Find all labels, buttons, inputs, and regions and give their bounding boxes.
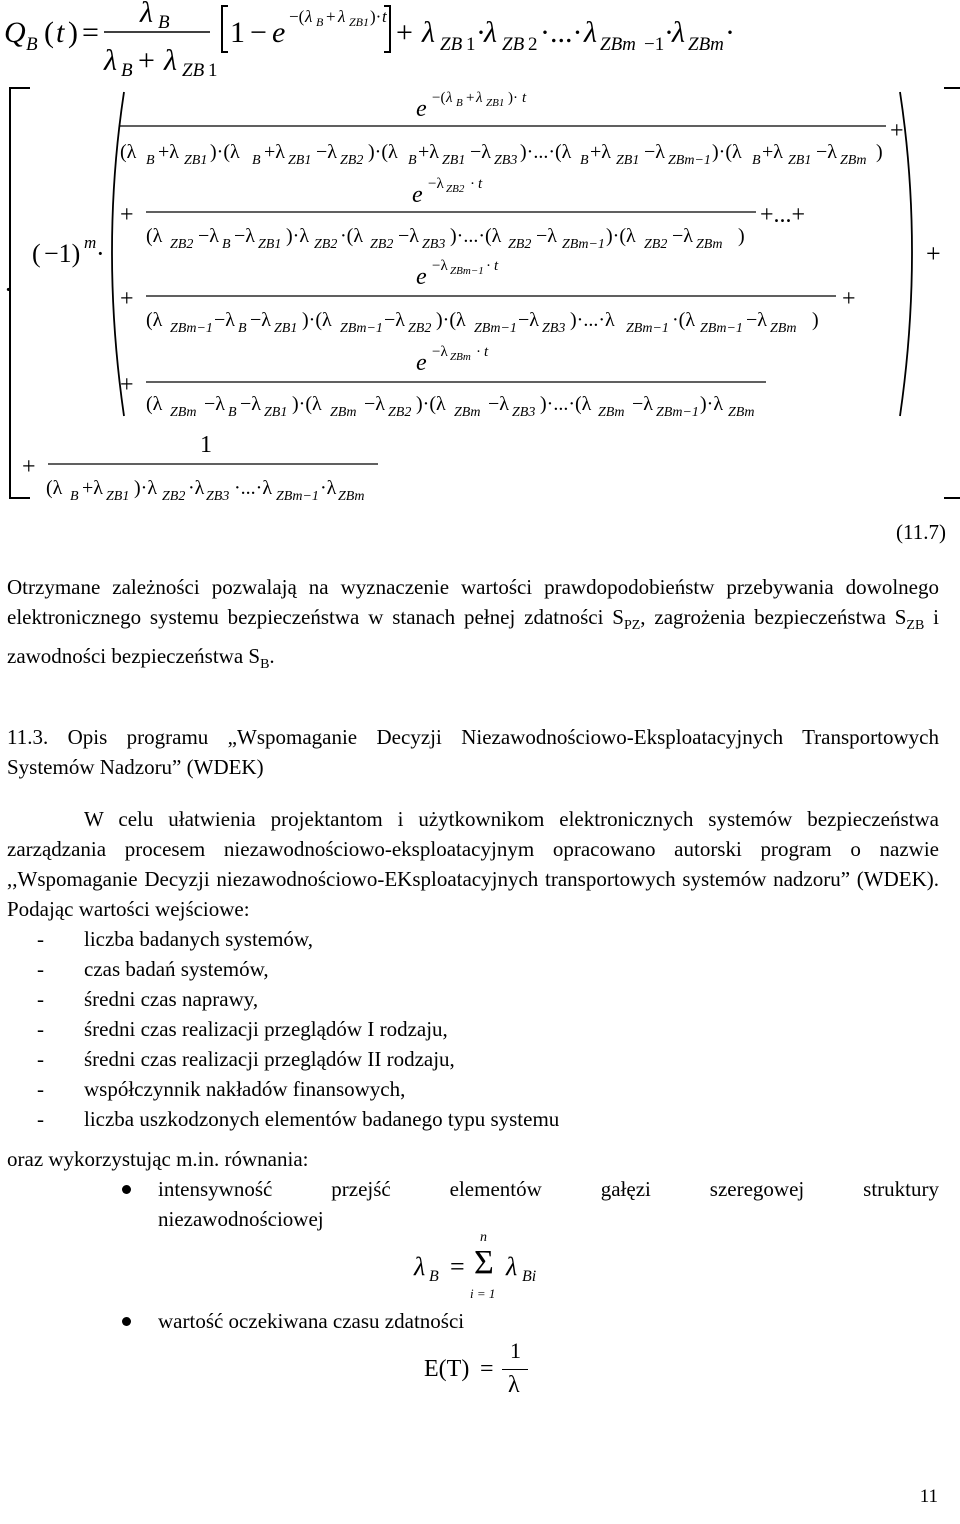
svg-text:·...·λ: ·...·λ: [234, 477, 273, 499]
formula-term-sub: Bi: [522, 1268, 537, 1285]
svg-text:λ: λ: [446, 90, 453, 106]
svg-text:e: e: [412, 182, 423, 208]
svg-text:B: B: [238, 321, 247, 336]
svg-text:ZB1: ZB1: [788, 153, 812, 168]
svg-text:·: ·: [470, 176, 475, 192]
svg-text:B: B: [408, 153, 417, 168]
svg-text:t: t: [484, 344, 489, 360]
svg-text:ZB: ZB: [502, 34, 525, 55]
dash-marker: -: [37, 1047, 44, 1071]
svg-text:·λ: ·λ: [320, 477, 337, 499]
svg-text:ZB2: ZB2: [370, 237, 394, 252]
svg-text:−λ: −λ: [746, 309, 767, 331]
paragraph-equations-intro: oraz wykorzystując m.in. równania:: [7, 1147, 309, 1171]
paragraph-text: .: [269, 644, 275, 669]
svg-text:ZBm−1: ZBm−1: [450, 265, 484, 277]
section-heading: 11.3. Opis programu „Wspomaganie Decyzji Niezawodnościowo-Eksploatacyjnych Transportowych Systemów Nadzoru” (WDEK): [7, 725, 939, 779]
svg-text:+: +: [326, 7, 336, 26]
svg-text:(: (: [32, 239, 41, 268]
formula-lhs: λ: [414, 1252, 426, 1281]
svg-text:2: 2: [528, 34, 538, 55]
formula-lower: i = 1: [470, 1286, 496, 1301]
svg-text:B: B: [26, 34, 38, 55]
list-item: [7, 1044, 559, 1074]
formula-lhs-sub: B: [429, 1268, 439, 1285]
svg-text:)·λ: )·λ: [286, 225, 310, 247]
svg-text:ZBm: ZBm: [598, 405, 625, 420]
svg-text:B: B: [222, 237, 231, 252]
formula-term: λ: [506, 1252, 518, 1281]
svg-text:ZB1: ZB1: [288, 153, 312, 168]
paragraph-text: Otrzymane zależności pozwalają na wyznaczenie wartości prawdopodobieństw przebywania dowolnego elektronicznego systemu bezpieczeństwa w stanach pełnej zdatności S: [7, 575, 939, 629]
svg-text:+: +: [120, 202, 134, 228]
svg-text:B: B: [70, 489, 79, 504]
svg-text:ZB1: ZB1: [486, 97, 505, 109]
svg-text:−λ: −λ: [316, 141, 337, 163]
svg-text:e: e: [416, 264, 427, 290]
svg-text:λ: λ: [584, 16, 597, 49]
svg-text:ZBm−1: ZBm−1: [656, 405, 699, 420]
list-item-text: liczba uszkodzonych elementów badanego typu systemu: [84, 1107, 560, 1131]
svg-text:ZBm−1: ZBm−1: [276, 489, 319, 504]
svg-text:−1: −1: [644, 34, 665, 55]
sum-icon: Σ: [474, 1244, 494, 1281]
svg-text:t: t: [56, 16, 65, 49]
svg-text:−(: −(: [432, 90, 446, 106]
list-item: [7, 1074, 559, 1104]
svg-text:−: −: [250, 16, 267, 49]
svg-text:·(λ: ·(λ: [672, 309, 696, 331]
svg-text:+λ: +λ: [418, 141, 439, 163]
svg-text:+λ: +λ: [158, 141, 179, 163]
equation-11-7: [0, 0, 960, 530]
svg-text:·: ·: [4, 275, 13, 304]
svg-text:−λ: −λ: [384, 309, 405, 331]
svg-text:−λ: −λ: [234, 225, 255, 247]
svg-text:ZB3: ZB3: [494, 153, 518, 168]
svg-text:B: B: [158, 12, 170, 33]
svg-text:Q: Q: [4, 16, 26, 49]
svg-text:−λ: −λ: [398, 225, 419, 247]
svg-text:ZBm: ZBm: [600, 34, 636, 55]
svg-text:λ: λ: [140, 0, 153, 29]
list-item: [7, 954, 559, 984]
svg-text:)·: )·: [508, 90, 518, 106]
svg-text:+: +: [138, 44, 155, 77]
svg-text:·: ·: [486, 258, 491, 274]
svg-text:+λ: +λ: [762, 141, 783, 163]
svg-text:ZB2: ZB2: [314, 237, 338, 252]
svg-text:1: 1: [200, 432, 212, 458]
svg-text:λ: λ: [164, 44, 177, 77]
svg-text:−λ: −λ: [204, 393, 225, 415]
svg-text:)·...·(λ: )·...·(λ: [450, 225, 502, 247]
paragraph-results: [7, 572, 939, 680]
svg-text:ZBm: ZBm: [338, 489, 365, 504]
svg-text:−λ: −λ: [364, 393, 385, 415]
bullet-icon: [122, 1317, 131, 1326]
list-item: [7, 1104, 559, 1134]
formula-numerator: 1: [510, 1338, 521, 1363]
svg-text:ZB2: ZB2: [388, 405, 412, 420]
svg-text:−λ: −λ: [488, 393, 509, 415]
svg-text:ZB: ZB: [440, 34, 463, 55]
svg-text:)·...·λ: )·...·λ: [570, 309, 615, 331]
svg-text:−λ: −λ: [240, 393, 261, 415]
svg-text:−λ: −λ: [644, 141, 665, 163]
svg-text:)·(λ: )·(λ: [368, 141, 398, 163]
svg-text:B: B: [752, 153, 761, 168]
svg-text:ZBm−1: ZBm−1: [562, 237, 605, 252]
list-item-text: współczynnik nakładów finansowych,: [84, 1077, 406, 1101]
svg-text:ZB3: ZB3: [206, 489, 230, 504]
svg-text:): ): [68, 16, 78, 49]
svg-text:ZB1: ZB1: [264, 405, 288, 420]
svg-text:λ: λ: [338, 7, 346, 26]
svg-text:ZB2: ZB2: [446, 183, 465, 195]
svg-text:)·(λ: )·(λ: [416, 393, 446, 415]
svg-text:ZB3: ZB3: [512, 405, 536, 420]
svg-text:B: B: [316, 15, 324, 29]
svg-text:)·(λ: )·(λ: [712, 141, 742, 163]
list-item-text: średni czas realizacji przeglądów II rodzaju,: [84, 1047, 455, 1071]
list-item: [7, 1014, 559, 1044]
svg-text:λ: λ: [305, 7, 313, 26]
svg-text:)·...·(λ: )·...·(λ: [520, 141, 572, 163]
svg-text:·: ·: [476, 344, 481, 360]
svg-text:)·(λ: )·(λ: [302, 309, 332, 331]
svg-text:B: B: [121, 60, 133, 81]
svg-text:ZB3: ZB3: [422, 237, 446, 252]
svg-text:λ: λ: [672, 16, 685, 49]
dash-marker: -: [37, 987, 44, 1011]
svg-text:+: +: [22, 454, 36, 480]
dash-marker: -: [37, 1107, 44, 1131]
bullet-text-continuation: niezawodnościowej: [158, 1207, 324, 1231]
svg-text:−λ: −λ: [536, 225, 557, 247]
svg-text:·...·: ·...·: [540, 16, 583, 49]
svg-text:)·(λ: )·(λ: [210, 141, 240, 163]
svg-text:ZBm: ZBm: [450, 351, 471, 363]
svg-text:B: B: [580, 153, 589, 168]
svg-text:m: m: [84, 233, 97, 252]
svg-text:−1): −1): [44, 239, 81, 268]
bullet-item-intensity: [7, 1174, 939, 1234]
svg-text:ZB1: ZB1: [442, 153, 466, 168]
paragraph-text: i zawodności bezpieczeństwa S: [7, 605, 939, 669]
svg-text:ZBm−1: ZBm−1: [340, 321, 383, 336]
svg-text:ZBm: ZBm: [688, 34, 724, 55]
svg-text:B: B: [146, 153, 155, 168]
svg-text:·(λ: ·(λ: [340, 225, 364, 247]
svg-text:ZB: ZB: [182, 60, 205, 81]
formula-expectation: [424, 1338, 534, 1404]
svg-text:·: ·: [476, 16, 486, 49]
svg-text:ZB1: ZB1: [184, 153, 208, 168]
bullet-text: wartość oczekiwana czasu zdatności: [158, 1309, 465, 1333]
input-values-list: [7, 924, 559, 1134]
svg-text:ZBm: ZBm: [170, 405, 197, 420]
svg-text:ZBm: ZBm: [728, 405, 755, 420]
svg-text:−λ: −λ: [672, 225, 693, 247]
svg-text:−λ: −λ: [214, 309, 235, 331]
list-item: [7, 984, 559, 1014]
svg-text:)·λ: )·λ: [700, 393, 724, 415]
svg-text:+...+: +...+: [760, 202, 806, 228]
dash-marker: -: [37, 1077, 44, 1101]
svg-text:−λ: −λ: [432, 344, 448, 360]
svg-text:+: +: [120, 372, 134, 398]
svg-text:)·: )·: [370, 7, 382, 26]
svg-text:1: 1: [208, 60, 218, 81]
svg-text:ZB1: ZB1: [274, 321, 298, 336]
list-item-text: liczba badanych systemów,: [84, 927, 313, 951]
svg-text:ZBm: ZBm: [454, 405, 481, 420]
svg-text:B: B: [228, 405, 237, 420]
svg-text:(: (: [44, 16, 54, 49]
svg-text:−λ: −λ: [198, 225, 219, 247]
svg-text:+λ: +λ: [82, 477, 103, 499]
subscript-pz: PZ: [623, 618, 641, 634]
svg-text:ZB1: ZB1: [258, 237, 282, 252]
svg-text:B: B: [456, 97, 463, 109]
svg-text:+: +: [120, 286, 134, 312]
svg-text:ZB1: ZB1: [349, 15, 370, 29]
paragraph-text: , zagrożenia bezpieczeństwa S: [640, 605, 907, 629]
svg-text:ZB2: ZB2: [162, 489, 186, 504]
svg-text:λ: λ: [476, 90, 483, 106]
svg-text:·: ·: [725, 16, 735, 49]
svg-text:ZBm−1: ZBm−1: [668, 153, 711, 168]
svg-text:(λ: (λ: [146, 309, 163, 331]
dash-marker: -: [37, 957, 44, 981]
svg-text:−λ: −λ: [432, 258, 448, 274]
svg-text:ZB1: ZB1: [616, 153, 640, 168]
svg-text:ZBm: ZBm: [330, 405, 357, 420]
svg-text:ZBm−1: ZBm−1: [474, 321, 517, 336]
list-item-text: średni czas realizacji przeglądów I rodzaju,: [84, 1017, 448, 1041]
svg-text:·: ·: [96, 239, 105, 268]
svg-text:t: t: [522, 90, 527, 106]
svg-text:−λ: −λ: [632, 393, 653, 415]
svg-text:−λ: −λ: [428, 176, 444, 192]
svg-text:ZB1: ZB1: [106, 489, 130, 504]
svg-text:1: 1: [230, 16, 245, 49]
svg-text:1: 1: [466, 34, 476, 55]
equation-number: (11.7): [896, 520, 946, 544]
svg-text:+: +: [466, 90, 475, 106]
svg-text:e: e: [416, 96, 427, 122]
bullet-icon: [122, 1185, 131, 1194]
svg-text:·: ·: [664, 16, 674, 49]
svg-text:)·(λ: )·(λ: [436, 309, 466, 331]
svg-text:−λ: −λ: [518, 309, 539, 331]
svg-text:ZB2: ZB2: [340, 153, 364, 168]
svg-text:ZBm−1: ZBm−1: [700, 321, 743, 336]
svg-text:−λ: −λ: [470, 141, 491, 163]
list-item-text: średni czas naprawy,: [84, 987, 259, 1011]
formula-upper: n: [480, 1230, 487, 1245]
svg-text:=: =: [82, 16, 99, 49]
svg-text:t: t: [494, 258, 499, 274]
svg-text:)·(λ: )·(λ: [292, 393, 322, 415]
svg-text:B: B: [252, 153, 261, 168]
svg-text:): ): [876, 141, 883, 163]
formula-lambda-sum: [414, 1230, 574, 1306]
svg-text:+: +: [396, 16, 413, 49]
formula-denominator: λ: [508, 1372, 520, 1398]
svg-text:+λ: +λ: [264, 141, 285, 163]
svg-text:−λ: −λ: [816, 141, 837, 163]
svg-text:+: +: [842, 286, 856, 312]
bullet-text: intensywność przejść elementów gałęzi szeregowej struktury: [158, 1177, 939, 1201]
list-item: [7, 924, 559, 954]
svg-text:ZB2: ZB2: [170, 237, 194, 252]
dash-marker: -: [37, 927, 44, 951]
equation-graphic: [0, 0, 960, 530]
svg-text:ZB3: ZB3: [542, 321, 566, 336]
svg-text:·λ: ·λ: [188, 477, 205, 499]
svg-text:e: e: [416, 350, 427, 376]
svg-text:): ): [812, 309, 819, 331]
formula-eq: =: [480, 1356, 494, 1382]
svg-text:ZBm: ZBm: [696, 237, 723, 252]
svg-text:+: +: [890, 118, 904, 144]
svg-text:)·...·(λ: )·...·(λ: [540, 393, 592, 415]
svg-text:ZBm−1: ZBm−1: [170, 321, 213, 336]
svg-text:(λ: (λ: [120, 141, 137, 163]
svg-text:): ): [738, 225, 745, 247]
svg-text:ZB2: ZB2: [508, 237, 532, 252]
svg-text:)·(λ: )·(λ: [606, 225, 636, 247]
list-item-text: czas badań systemów,: [84, 957, 269, 981]
formula-eq: =: [450, 1252, 465, 1281]
svg-text:ZBm: ZBm: [840, 153, 867, 168]
svg-text:−(: −(: [289, 7, 305, 26]
svg-text:(λ: (λ: [146, 225, 163, 247]
paragraph-program-description: W celu ułatwienia projektantom i użytkownikom elektronicznych systemów bezpieczeństwa zarządzania procesem niezawodnościowo-eksploatacyjnym opracowano autorski program o nazwie ,,Wspomaganie Decyzji niezawodnościowo-EKsploatacyjnych transportowych systemów nadzoru” (WDEK). Podając wartości wejściowe:: [7, 807, 939, 921]
svg-text:ZB2: ZB2: [644, 237, 668, 252]
svg-text:t: t: [478, 176, 483, 192]
subscript-b: B: [260, 657, 270, 673]
svg-text:ZB2: ZB2: [408, 321, 432, 336]
bullet-item-expected-time: [7, 1306, 939, 1336]
svg-text:)·λ: )·λ: [134, 477, 158, 499]
svg-text:−λ: −λ: [250, 309, 271, 331]
svg-text:ZBm: ZBm: [770, 321, 797, 336]
svg-text:(λ: (λ: [46, 477, 63, 499]
svg-text:λ: λ: [484, 16, 497, 49]
formula-lhs: E(T): [424, 1356, 470, 1382]
svg-text:+λ: +λ: [590, 141, 611, 163]
svg-text:λ: λ: [422, 16, 435, 49]
page-number: 11: [919, 1486, 938, 1507]
dash-marker: -: [37, 1017, 44, 1041]
svg-text:(λ: (λ: [146, 393, 163, 415]
svg-text:λ: λ: [104, 44, 117, 77]
svg-text:+: +: [926, 239, 941, 268]
svg-text:ZBm−1: ZBm−1: [626, 321, 669, 336]
fraction-bar: [502, 1369, 528, 1370]
svg-text:t: t: [382, 7, 387, 26]
subscript-zb: ZB: [906, 618, 925, 634]
svg-text:e: e: [272, 16, 286, 49]
